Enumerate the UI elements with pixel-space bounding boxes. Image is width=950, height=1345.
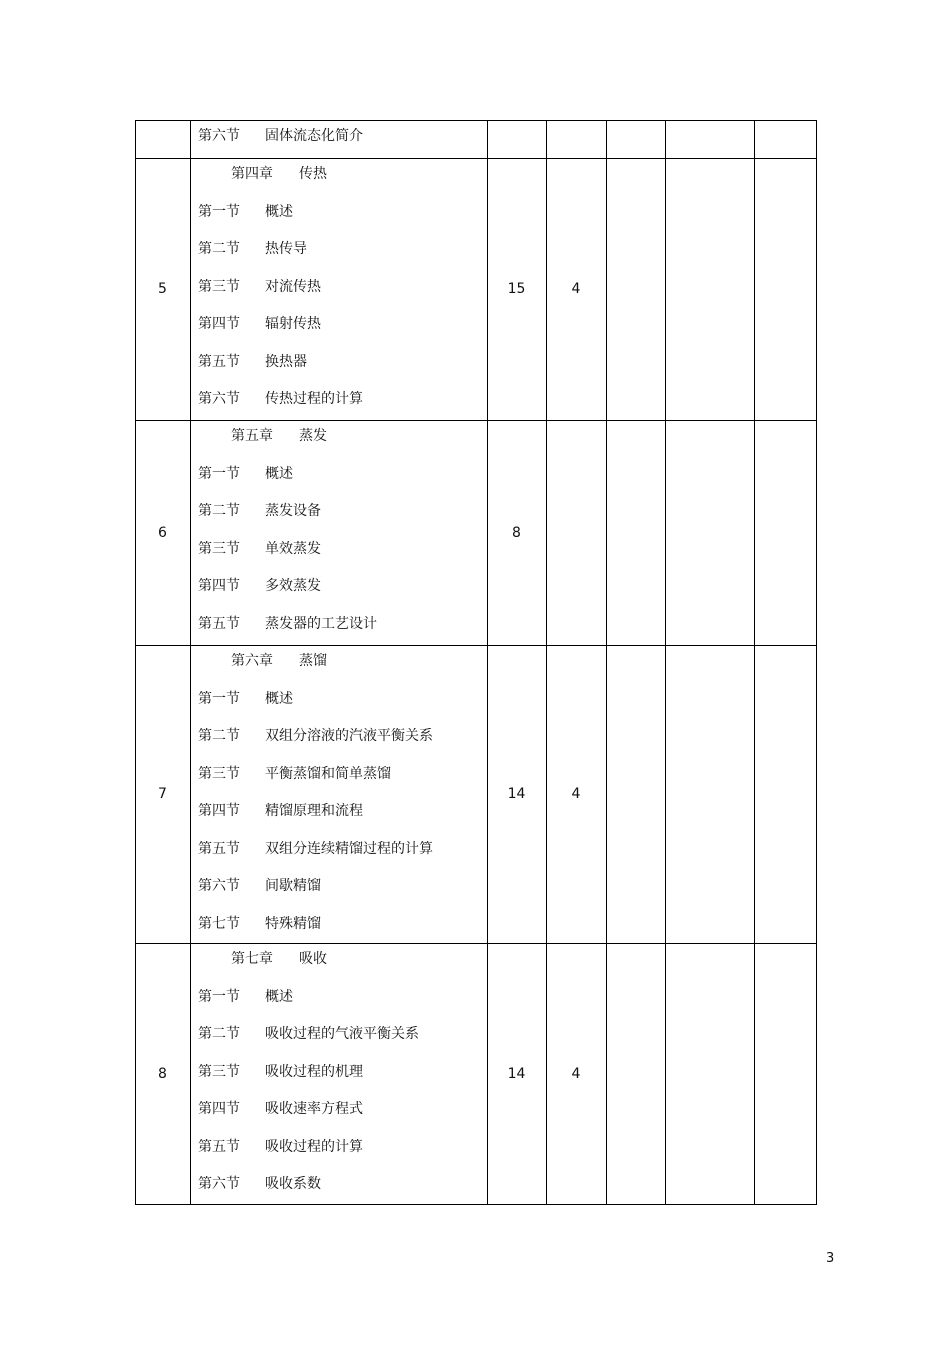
lab-hours: 4 (571, 1066, 581, 1082)
section-number: 第四节 (198, 1101, 240, 1117)
chapter-title: 吸收 (299, 951, 327, 967)
section-number: 第二节 (198, 503, 240, 519)
table-row-border (135, 420, 817, 421)
section-number: 第六节 (198, 878, 240, 894)
lab-hours: 4 (571, 281, 581, 297)
section-title: 传热过程的计算 (265, 391, 363, 407)
section-title: 对流传热 (265, 278, 321, 295)
section-title: 精馏原理和流程 (265, 803, 363, 819)
section-number: 第七节 (198, 915, 240, 932)
row-number: 5 (158, 281, 167, 297)
table-column-border (816, 120, 817, 1205)
section-number: 第二节 (198, 241, 240, 257)
table-column-border (190, 120, 191, 1205)
chapter-number: 第七章 (231, 951, 273, 967)
section-title: 蒸发器的工艺设计 (265, 615, 377, 632)
row-number: 8 (158, 1066, 167, 1082)
table-row-border (135, 645, 817, 646)
table-row-border (135, 120, 817, 121)
section-title: 双组分连续精馏过程的计算 (265, 840, 433, 857)
section-number: 第一节 (198, 690, 240, 707)
section-number: 第五节 (198, 615, 240, 632)
section-title: 概述 (265, 690, 293, 707)
section-number: 第四节 (198, 578, 240, 594)
section-title: 双组分溶液的汽液平衡关系 (265, 728, 433, 744)
lecture-hours: 15 (507, 281, 526, 297)
section-title: 平衡蒸馏和简单蒸馏 (265, 765, 391, 782)
chapter-number: 第四章 (231, 166, 273, 182)
section-title: 蒸发设备 (265, 503, 321, 519)
section-number: 第三节 (198, 278, 240, 295)
table-row-border (135, 943, 817, 944)
section-title: 吸收过程的机理 (265, 1063, 363, 1080)
section-title: 多效蒸发 (265, 578, 321, 594)
chapter-title: 传热 (299, 166, 327, 182)
section-number: 第三节 (198, 1063, 240, 1080)
section-number: 第五节 (198, 353, 240, 370)
section-number: 第六节 (198, 391, 240, 407)
chapter-number: 第五章 (231, 428, 273, 444)
table-row-border (135, 158, 817, 159)
section-title: 换热器 (265, 353, 307, 370)
table-row-border (135, 1204, 817, 1205)
section-title: 概述 (265, 988, 293, 1005)
lab-hours: 4 (571, 786, 581, 802)
section-title: 吸收系数 (265, 1176, 321, 1192)
section-number: 第五节 (198, 840, 240, 857)
section-number: 第四节 (198, 316, 240, 332)
section-title: 间歇精馏 (265, 878, 321, 894)
section-title: 概述 (265, 465, 293, 482)
lecture-hours: 14 (507, 1066, 526, 1082)
section-number: 第一节 (198, 203, 240, 220)
section-title: 固体流态化简介 (265, 128, 363, 144)
lecture-hours: 14 (507, 786, 526, 802)
section-number: 第二节 (198, 728, 240, 744)
lecture-hours: 8 (512, 524, 521, 541)
table-column-border (606, 120, 607, 1205)
section-title: 概述 (265, 203, 293, 220)
section-number: 第六节 (198, 1176, 240, 1192)
section-title: 吸收过程的计算 (265, 1138, 363, 1155)
chapter-title: 蒸发 (299, 428, 327, 444)
section-title: 辐射传热 (265, 316, 321, 332)
section-title: 热传导 (265, 241, 307, 257)
row-number: 6 (158, 524, 167, 541)
section-title: 吸收过程的气液平衡关系 (265, 1026, 419, 1042)
section-title: 单效蒸发 (265, 540, 321, 557)
section-number: 第三节 (198, 540, 240, 557)
section-number: 第五节 (198, 1138, 240, 1155)
table-column-border (665, 120, 666, 1205)
row-number: 7 (158, 786, 167, 802)
section-number: 第四节 (198, 803, 240, 819)
section-number: 第一节 (198, 988, 240, 1005)
section-number: 第六节 (198, 128, 240, 144)
course-schedule-table (135, 120, 817, 1205)
section-number: 第一节 (198, 465, 240, 482)
section-title: 特殊精馏 (265, 915, 321, 932)
page-number: 3 (826, 1251, 835, 1266)
section-number: 第二节 (198, 1026, 240, 1042)
table-column-border (754, 120, 755, 1205)
chapter-number: 第六章 (231, 653, 273, 669)
section-number: 第三节 (198, 765, 240, 782)
section-title: 吸收速率方程式 (265, 1101, 363, 1117)
chapter-title: 蒸馏 (299, 653, 327, 669)
